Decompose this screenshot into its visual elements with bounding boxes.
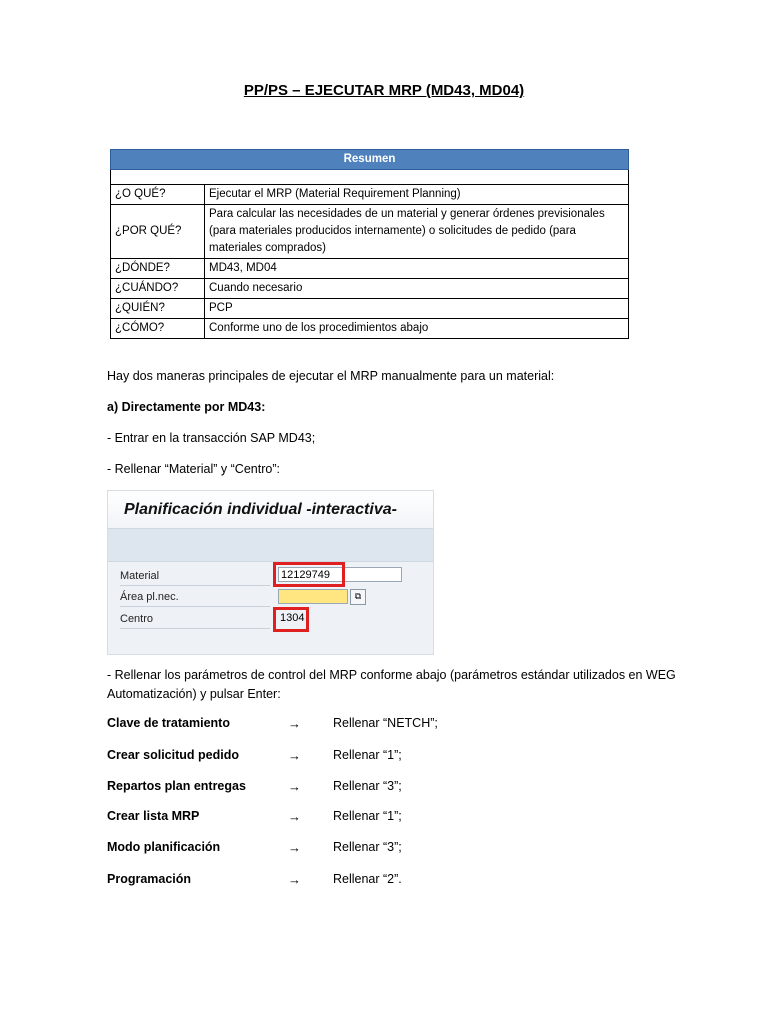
- sap-screenshot: [107, 490, 434, 655]
- sap-area-label: Área pl.nec.: [120, 591, 179, 603]
- param-value: Rellenar “NETCH”;: [333, 716, 438, 730]
- summary-label: ¿O QUÉ?: [111, 185, 205, 205]
- summary-header: Resumen: [111, 150, 629, 170]
- arrow-icon: →: [288, 840, 301, 855]
- summary-row: [111, 259, 629, 279]
- arrow-icon: →: [288, 779, 301, 794]
- summary-value: MD43, MD04: [205, 259, 629, 279]
- step-fill-params: - Rellenar los parámetros de control del MRP conforme abajo (parámetros estándar utilizados en WEG Automatización) y pulsar Enter:: [107, 668, 676, 701]
- summary-row: [111, 319, 629, 339]
- intro-text: Hay dos maneras principales de ejecutar el MRP manualmente para un material:: [107, 369, 555, 383]
- summary-label: ¿POR QUÉ?: [111, 205, 205, 259]
- summary-value: PCP: [205, 299, 629, 319]
- param-key: Crear solicitud pedido: [107, 748, 239, 762]
- summary-row: [111, 185, 629, 205]
- param-value: Rellenar “1”;: [333, 748, 402, 762]
- summary-value: Ejecutar el MRP (Material Requirement Planning): [205, 185, 629, 205]
- param-key: Repartos plan entregas: [107, 779, 246, 793]
- step-fill-material: - Rellenar “Material” y “Centro”:: [107, 462, 280, 476]
- param-key: Clave de tratamiento: [107, 716, 230, 730]
- sap-divider: [120, 628, 270, 629]
- highlight-material: [273, 562, 345, 587]
- arrow-icon: →: [288, 748, 301, 763]
- param-key: Crear lista MRP: [107, 809, 200, 823]
- summary-label: ¿CÓMO?: [111, 319, 205, 339]
- sap-divider: [120, 606, 270, 607]
- arrow-icon: →: [288, 716, 301, 731]
- arrow-icon: →: [288, 809, 301, 824]
- sap-divider: [120, 585, 270, 586]
- sap-material-label: Material: [120, 570, 160, 582]
- summary-label: ¿QUIÉN?: [111, 299, 205, 319]
- arrow-icon: →: [288, 872, 301, 887]
- summary-row: [111, 279, 629, 299]
- page-title: PP/PS – EJECUTAR MRP (MD43, MD04): [243, 82, 525, 99]
- summary-blank-row: [111, 170, 629, 185]
- material-input[interactable]: 12129749: [278, 567, 402, 582]
- param-key: Modo planificación: [107, 840, 221, 854]
- sap-toolbar: [108, 528, 433, 562]
- summary-row: [111, 299, 629, 319]
- summary-row: [111, 205, 629, 259]
- summary-value: Para calcular las necesidades de un material y generar órdenes previsionales (para materiales producidos internamente) o solicitudes de pedido (para materiales comprados): [205, 205, 629, 259]
- summary-label: ¿CUÁNDO?: [111, 279, 205, 299]
- sap-title: Planificación individual -interactiva-: [108, 491, 433, 528]
- search-help-icon[interactable]: ⧉: [350, 589, 366, 605]
- param-value: Rellenar “3”;: [333, 779, 402, 793]
- area-input[interactable]: [278, 589, 348, 604]
- param-value: Rellenar “2”.: [333, 872, 402, 886]
- summary-label: ¿DÓNDE?: [111, 259, 205, 279]
- param-value: Rellenar “1”;: [333, 809, 402, 823]
- sap-centro-label: Centro: [120, 613, 154, 625]
- param-value: Rellenar “3”;: [333, 840, 402, 854]
- summary-value: Cuando necesario: [205, 279, 629, 299]
- param-key: Programación: [107, 872, 192, 886]
- summary-table: [110, 149, 629, 339]
- section-a-heading: a) Directamente por MD43:: [107, 400, 266, 414]
- summary-value: Conforme uno de los procedimientos abajo: [205, 319, 629, 339]
- highlight-centro: [273, 607, 309, 632]
- centro-input[interactable]: 1304: [280, 612, 305, 624]
- step-enter-transaction: - Entrar en la transacción SAP MD43;: [107, 431, 316, 445]
